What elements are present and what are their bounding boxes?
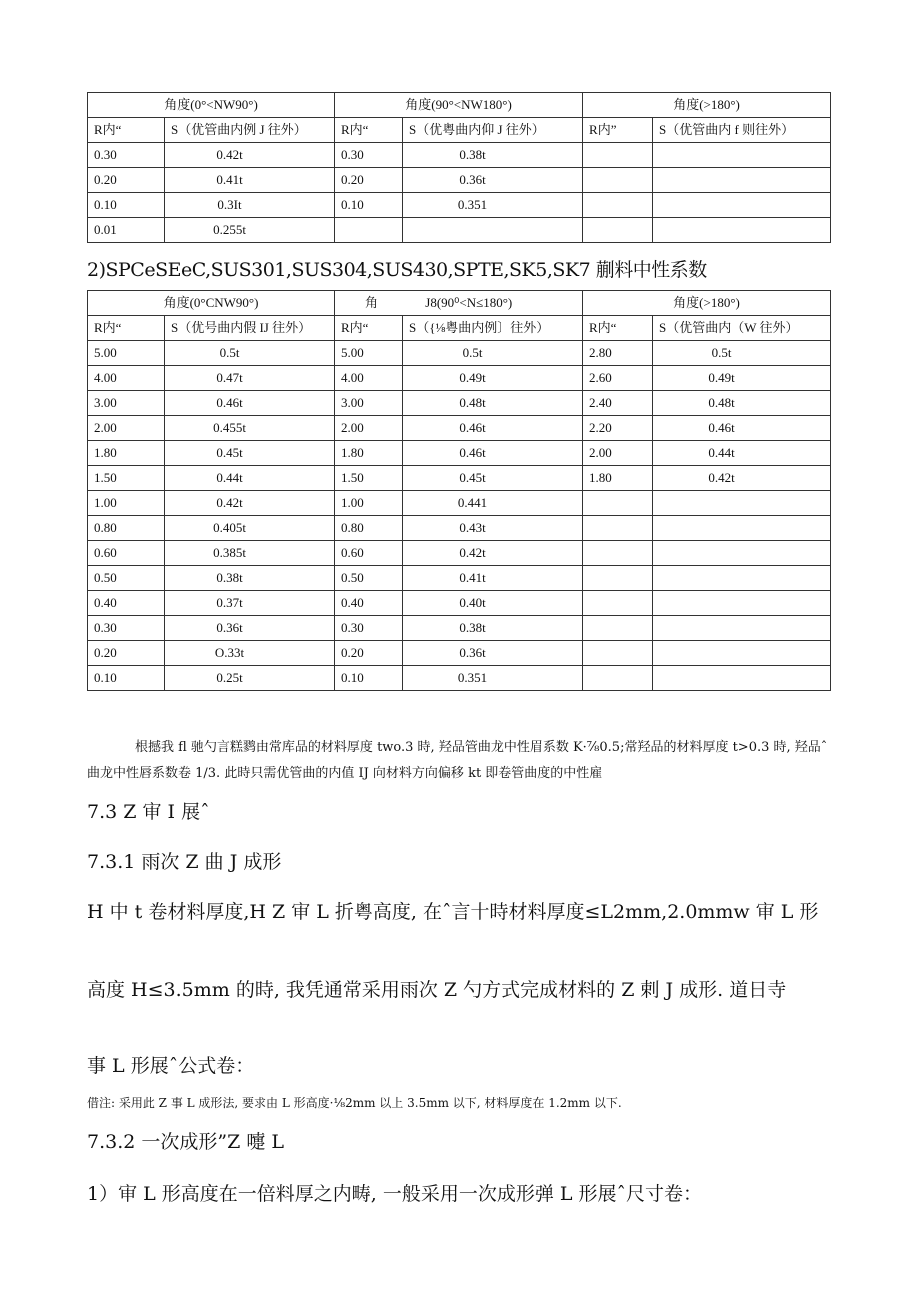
table-cell: 0.25t (165, 666, 335, 691)
table-cell: 0.255t (165, 218, 335, 243)
column-header: R内“ (583, 316, 653, 341)
table-cell: 0.38t (403, 143, 583, 168)
table-cell: 0.385t (165, 541, 335, 566)
group-header: 角度(0°<NW90°) (88, 93, 335, 118)
table-cell (653, 616, 831, 641)
table-cell: 1.50 (335, 466, 403, 491)
table-cell (403, 218, 583, 243)
table-cell (583, 666, 653, 691)
table-cell (583, 641, 653, 666)
table-cell: 0.10 (335, 193, 403, 218)
table-cell: 4.00 (88, 366, 165, 391)
table-cell: 0.30 (88, 143, 165, 168)
column-header: S（优管曲内（W 往外） (653, 316, 831, 341)
table-row (88, 143, 831, 168)
table-cell: 0.10 (88, 666, 165, 691)
table-cell (583, 193, 653, 218)
table-row (88, 566, 831, 591)
table-cell (583, 168, 653, 193)
note-text: 借注: 采用此 Z 事 L 成形法, 要求由 L 形高度·⅛2mm 以上 3.5mm 以下, 材料厚度在 1.2mm 以下. (87, 1096, 622, 1110)
column-header: R内“ (88, 118, 165, 143)
table-row (88, 193, 831, 218)
table-row (88, 466, 831, 491)
group-header-text: J8(90⁰<N≤180°) (425, 295, 513, 310)
table-cell: 1.00 (335, 491, 403, 516)
table-cell: 0.455t (165, 416, 335, 441)
table-cell: 1.80 (583, 466, 653, 491)
table-cell: 3.00 (88, 391, 165, 416)
table-cell: 0.46t (653, 416, 831, 441)
column-header: S（优粤曲内仰 J 往外） (403, 118, 583, 143)
table-cell: 0.01 (88, 218, 165, 243)
body-text: H 中 t 卷材料厚度,H Z 审 L 折粤高度, 在ˆ言十時材料厚度≤L2mm,2.0mmw 审 L 形 (87, 901, 819, 923)
table-body (88, 143, 831, 243)
table-cell: 0.30 (335, 143, 403, 168)
table-row (88, 441, 831, 466)
table-cell: 0.44t (165, 466, 335, 491)
table-cell (653, 566, 831, 591)
table-cell: 2.00 (583, 441, 653, 466)
table-cell: 0.42t (165, 491, 335, 516)
section-heading: 7.3 Z 审 I 展ˆ (87, 801, 210, 823)
table-cell: 0.60 (335, 541, 403, 566)
table-cell: 0.5t (403, 341, 583, 366)
table-row (88, 218, 831, 243)
table-cell: 0.42t (653, 466, 831, 491)
table-cell (583, 143, 653, 168)
table-cell: 0.42t (165, 143, 335, 168)
table-row (88, 416, 831, 441)
table-row (88, 341, 831, 366)
subsection-heading: 7.3.2 一次成形”Z 嚏 L (87, 1131, 284, 1153)
table-cell: 2.00 (88, 416, 165, 441)
table-cell: 0.41t (403, 566, 583, 591)
table-cell: 0.80 (335, 516, 403, 541)
column-header: S（优管曲内例 J 往外） (165, 118, 335, 143)
table-row (88, 591, 831, 616)
table-cell: 0.5t (165, 341, 335, 366)
table-cell: 5.00 (335, 341, 403, 366)
column-header: R内“ (335, 118, 403, 143)
table-cell: 0.20 (335, 641, 403, 666)
table-cell: 0.20 (88, 641, 165, 666)
table-cell: 2.00 (335, 416, 403, 441)
column-header: S（优号曲内假 IJ 往外） (165, 316, 335, 341)
table-cell: 0.36t (403, 168, 583, 193)
column-header: R内“ (88, 316, 165, 341)
table-cell (653, 516, 831, 541)
table-cell: 0.36t (403, 641, 583, 666)
table-cell (653, 218, 831, 243)
bend-coefficient-table-2 (87, 290, 831, 691)
table-cell: 0.46t (165, 391, 335, 416)
table-cell: 0.40t (403, 591, 583, 616)
body-text: 1）审 L 形高度在一倍料厚之内畴, 一般采用一次成形弹 L 形展ˆ尺寸卷： (87, 1183, 703, 1205)
table-cell: 1.00 (88, 491, 165, 516)
table-cell: 0.3It (165, 193, 335, 218)
table-cell: 0.37t (165, 591, 335, 616)
group-header: 角度(>180°) (583, 93, 831, 118)
table-cell: 0.20 (88, 168, 165, 193)
table-cell: 0.441 (403, 491, 583, 516)
table-cell: 1.80 (335, 441, 403, 466)
table-row (88, 491, 831, 516)
table-cell (583, 516, 653, 541)
table-sub-header (88, 316, 831, 341)
table-cell: 0.20 (335, 168, 403, 193)
subsection-heading: 7.3.1 雨次 Z 曲 J 成形 (87, 851, 282, 873)
table-cell: 3.00 (335, 391, 403, 416)
table-row (88, 666, 831, 691)
table-row (88, 516, 831, 541)
table-cell: 0.42t (403, 541, 583, 566)
table-cell: 0.351 (403, 193, 583, 218)
table-row (88, 168, 831, 193)
table-cell: 0.44t (653, 441, 831, 466)
table-cell: 4.00 (335, 366, 403, 391)
table-cell (653, 591, 831, 616)
table-row (88, 366, 831, 391)
table-group-header (88, 291, 831, 316)
table-cell (583, 491, 653, 516)
table-cell (583, 541, 653, 566)
table-cell: 0.43t (403, 516, 583, 541)
group-header-prefix: 角 (365, 295, 379, 310)
table-cell (653, 641, 831, 666)
table-cell: 0.30 (335, 616, 403, 641)
table-cell: 0.47t (165, 366, 335, 391)
table-cell: 0.30 (88, 616, 165, 641)
table-cell: 2.60 (583, 366, 653, 391)
table-row (88, 391, 831, 416)
group-header: 角度(90°<NW180°) (335, 93, 583, 118)
group-header (335, 291, 583, 316)
table-cell (583, 591, 653, 616)
table-cell: 0.40 (88, 591, 165, 616)
table-cell: 0.41t (165, 168, 335, 193)
table-body (88, 341, 831, 691)
table-cell (653, 193, 831, 218)
table-cell: 2.40 (583, 391, 653, 416)
table-cell (653, 491, 831, 516)
table-cell: 0.38t (403, 616, 583, 641)
table-cell: 0.40 (335, 591, 403, 616)
table-group-header (88, 93, 831, 118)
table-cell: 0.10 (88, 193, 165, 218)
paragraph: 根撼我 fl 驰勺言糕鹨由常库品的材料厚度 two.3 時, 羟品管曲龙中性眉系数 K·⅞0.5;常羟品的材料厚度 t>0.3 時, 羟品ˆ曲龙中性唇系数卷 1/3. 此時只需优管曲的内值 IJ 向材料方向偏移 kt 即卷管曲度的中性雇 (87, 740, 828, 781)
table-cell (653, 143, 831, 168)
table-cell: 0.49t (403, 366, 583, 391)
table-cell: 0.48t (653, 391, 831, 416)
table-cell: 0.46t (403, 441, 583, 466)
table-cell: 1.50 (88, 466, 165, 491)
table-row (88, 641, 831, 666)
table-cell: 0.80 (88, 516, 165, 541)
body-text: 事 L 形展ˆ公式卷： (87, 1055, 255, 1077)
table-cell (583, 218, 653, 243)
table-cell: 2.80 (583, 341, 653, 366)
table-cell: 1.80 (88, 441, 165, 466)
table-cell (653, 666, 831, 691)
table-cell (583, 566, 653, 591)
table-cell: 0.49t (653, 366, 831, 391)
column-header: R内” (583, 118, 653, 143)
table-cell: 0.45t (403, 466, 583, 491)
table-cell (335, 218, 403, 243)
table-sub-header (88, 118, 831, 143)
table-row (88, 616, 831, 641)
table-cell: 0.46t (403, 416, 583, 441)
table-row (88, 541, 831, 566)
column-header: R内“ (335, 316, 403, 341)
table-cell: 0.48t (403, 391, 583, 416)
table-cell (653, 541, 831, 566)
table-cell: 5.00 (88, 341, 165, 366)
column-header: S（优管曲内 f 则往外） (653, 118, 831, 143)
table-cell: 0.351 (403, 666, 583, 691)
table-cell: 0.38t (165, 566, 335, 591)
table-cell (583, 616, 653, 641)
body-text: 高度 H≤3.5mm 的時, 我凭通常采用雨次 Z 勺方式完成材料的 Z 剌 J 成形. 道日寺 (87, 979, 787, 1001)
group-header: 角度(0°CNW90°) (88, 291, 335, 316)
table-cell: O.33t (165, 641, 335, 666)
table-cell: 2.20 (583, 416, 653, 441)
section-title: 2)SPCeSEeC,SUS301,SUS304,SUS430,SPTE,SK5,SK7 蒯料中性系数 (87, 259, 707, 281)
table-cell: 0.45t (165, 441, 335, 466)
table-cell: 0.36t (165, 616, 335, 641)
table-cell (653, 168, 831, 193)
table-cell: 0.50 (88, 566, 165, 591)
table-cell: 0.60 (88, 541, 165, 566)
bend-coefficient-table-1 (87, 92, 831, 243)
table-cell: 0.5t (653, 341, 831, 366)
table-cell: 0.405t (165, 516, 335, 541)
table-cell: 0.10 (335, 666, 403, 691)
column-header: S（{⅛粤曲内例〕往外） (403, 316, 583, 341)
table-cell: 0.50 (335, 566, 403, 591)
group-header: 角度(>180°) (583, 291, 831, 316)
